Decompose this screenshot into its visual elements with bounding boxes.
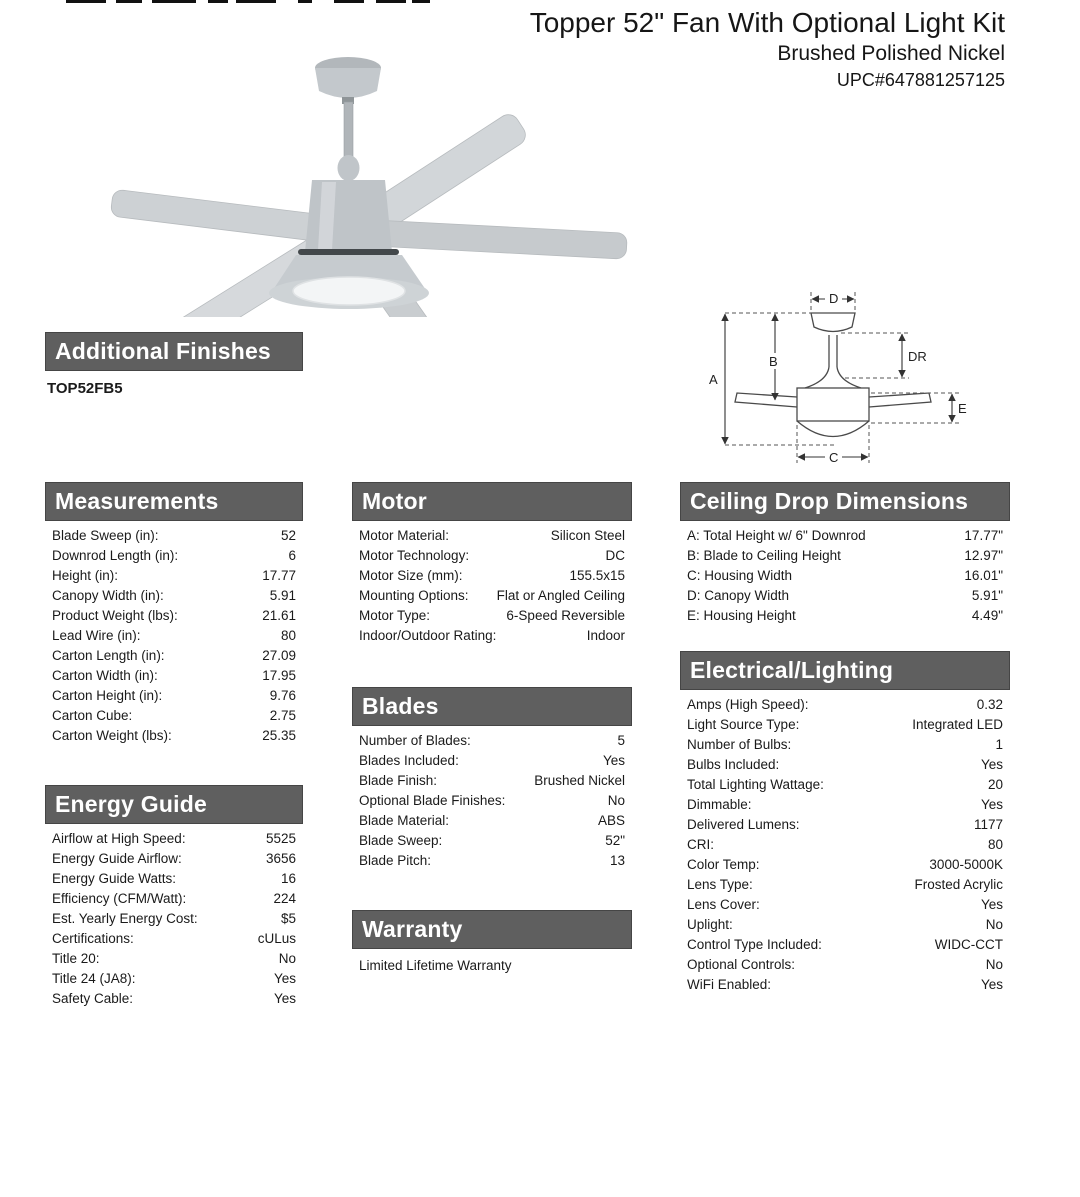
- spec-row: [52, 869, 296, 889]
- spec-row-label: Optional Controls:: [687, 957, 796, 972]
- spec-row-value: 52: [280, 528, 296, 543]
- spec-row: [687, 855, 1003, 875]
- spec-row-label: Carton Length (in):: [52, 648, 165, 663]
- spec-row-label: Motor Size (mm):: [359, 568, 463, 583]
- spec-row-value: 17.95: [262, 668, 296, 683]
- spec-row-label: Efficiency (CFM/Watt):: [52, 891, 187, 906]
- spec-row-value: Brushed Nickel: [534, 773, 625, 788]
- cropped-logo-strip: [0, 0, 1080, 4]
- spec-row: [52, 546, 296, 566]
- spec-row: [359, 811, 625, 831]
- spec-row-label: Lead Wire (in):: [52, 628, 141, 643]
- spec-row-value: 9.76: [269, 688, 296, 703]
- spec-row-value: Yes: [273, 971, 296, 986]
- spec-row-value: $5: [280, 911, 296, 926]
- spec-row: [359, 626, 625, 646]
- spec-row-value: Yes: [273, 991, 296, 1006]
- right-column: [680, 482, 1010, 995]
- spec-row-value: 27.09: [262, 648, 296, 663]
- spec-row-label: Blade Finish:: [359, 773, 438, 788]
- spec-row-value: 6-Speed Reversible: [506, 608, 625, 623]
- spec-row: [687, 755, 1003, 775]
- dim-label-a: A: [709, 372, 718, 387]
- spec-row-label: A: Total Height w/ 6" Downrod: [687, 528, 866, 543]
- spec-row-value: cULus: [257, 931, 296, 946]
- spec-row-value: 13: [609, 853, 625, 868]
- spec-row-label: C: Housing Width: [687, 568, 793, 583]
- spec-row-label: Amps (High Speed):: [687, 697, 809, 712]
- product-photo: [60, 52, 700, 317]
- spec-row-value: 17.77": [964, 528, 1003, 543]
- spec-row: [687, 835, 1003, 855]
- dimension-arrows: [725, 299, 952, 457]
- spec-row-label: Title 24 (JA8):: [52, 971, 136, 986]
- dimension-diagram: [695, 283, 981, 478]
- spec-row-label: Est. Yearly Energy Cost:: [52, 911, 198, 926]
- spec-row-label: Product Weight (lbs):: [52, 608, 178, 623]
- spec-row: [687, 975, 1003, 995]
- spec-row-label: Carton Width (in):: [52, 668, 158, 683]
- spec-row-value: 2.75: [269, 708, 296, 723]
- spec-row-label: Control Type Included:: [687, 937, 822, 952]
- spec-row-label: Airflow at High Speed:: [52, 831, 186, 846]
- spec-row: [359, 566, 625, 586]
- warranty-section: [352, 910, 632, 976]
- blades-table: [352, 687, 632, 871]
- spec-row: [359, 831, 625, 851]
- additional-finishes-section: [45, 332, 303, 397]
- dim-label-dr: DR: [908, 349, 927, 364]
- spec-row-label: Carton Weight (lbs):: [52, 728, 172, 743]
- spec-row: [687, 875, 1003, 895]
- page-title: Topper 52" Fan With Optional Light Kit: [529, 7, 1005, 38]
- spec-row: [687, 775, 1003, 795]
- finish-subtitle: Brushed Polished Nickel: [777, 42, 1005, 65]
- spec-row-label: Total Lighting Wattage:: [687, 777, 824, 792]
- spec-row-label: Lens Type:: [687, 877, 753, 892]
- spec-row-value: 5.91: [269, 588, 296, 603]
- spec-row-value: Yes: [602, 753, 625, 768]
- measurements-table: [45, 482, 303, 746]
- spec-row-label: Blade Sweep:: [359, 833, 443, 848]
- spec-row: [687, 606, 1003, 626]
- spec-row: [687, 695, 1003, 715]
- spec-row-value: 25.35: [262, 728, 296, 743]
- spec-row-label: Delivered Lumens:: [687, 817, 800, 832]
- electrical-table: [680, 651, 1010, 995]
- spec-row: [687, 915, 1003, 935]
- spec-row: [359, 751, 625, 771]
- spec-row: [52, 526, 296, 546]
- spec-row-label: Number of Blades:: [359, 733, 471, 748]
- spec-row-label: Color Temp:: [687, 857, 760, 872]
- spec-row-label: Blade Pitch:: [359, 853, 432, 868]
- spec-row-label: Carton Height (in):: [52, 688, 163, 703]
- spec-row-label: Mounting Options:: [359, 588, 469, 603]
- spec-row-value: Yes: [980, 977, 1003, 992]
- spec-row: [687, 895, 1003, 915]
- spec-row-value: No: [985, 917, 1003, 932]
- spec-row: [52, 969, 296, 989]
- spec-row-label: Uplight:: [687, 917, 733, 932]
- finish-model-number: TOP52FB5: [47, 380, 123, 397]
- motor-heading: Motor: [352, 482, 632, 521]
- energy-guide-table: [45, 785, 303, 1009]
- spec-row: [359, 791, 625, 811]
- spec-row: [687, 546, 1003, 566]
- spec-row: [52, 909, 296, 929]
- spec-row: [52, 849, 296, 869]
- spec-row-value: 1177: [973, 817, 1003, 832]
- warranty-text: Limited Lifetime Warranty: [359, 958, 512, 973]
- spec-row: [687, 955, 1003, 975]
- spec-row-label: Indoor/Outdoor Rating:: [359, 628, 497, 643]
- motor-table: [352, 482, 632, 646]
- ceiling-drop-heading: Ceiling Drop Dimensions: [680, 482, 1010, 521]
- logo-fragment: [208, 0, 228, 3]
- spec-row: [52, 949, 296, 969]
- spec-row-value: Silicon Steel: [550, 528, 625, 543]
- spec-row-label: E: Housing Height: [687, 608, 796, 623]
- spec-row-label: Canopy Width (in):: [52, 588, 164, 603]
- spec-row-label: Safety Cable:: [52, 991, 134, 1006]
- spec-row-value: 21.61: [262, 608, 296, 623]
- spec-row-value: No: [607, 793, 625, 808]
- spec-row-value: 5: [617, 733, 625, 748]
- spec-row-value: 3656: [265, 851, 296, 866]
- logo-fragment: [298, 0, 312, 3]
- dim-label-e: E: [958, 401, 967, 416]
- logo-fragment: [152, 0, 196, 3]
- blades-heading: Blades: [352, 687, 632, 726]
- spec-row-value: 5.91": [971, 588, 1003, 603]
- spec-row-label: Carton Cube:: [52, 708, 133, 723]
- spec-row-value: 0.32: [976, 697, 1003, 712]
- logo-fragment: [116, 0, 142, 3]
- logo-fragment: [412, 0, 430, 3]
- spec-row: [52, 566, 296, 586]
- spec-row: [359, 546, 625, 566]
- electrical-heading: Electrical/Lighting: [680, 651, 1010, 690]
- spec-row-label: Certifications:: [52, 931, 134, 946]
- spec-row-label: Bulbs Included:: [687, 757, 780, 772]
- spec-row: [687, 795, 1003, 815]
- spec-row: [52, 626, 296, 646]
- logo-fragment: [376, 0, 406, 3]
- spec-row-label: Lens Cover:: [687, 897, 760, 912]
- spec-row-value: No: [985, 957, 1003, 972]
- spec-row-label: B: Blade to Ceiling Height: [687, 548, 841, 563]
- spec-row-value: Yes: [980, 897, 1003, 912]
- dim-label-d: D: [829, 291, 839, 306]
- spec-row-label: Motor Type:: [359, 608, 431, 623]
- spec-row-label: Energy Guide Watts:: [52, 871, 177, 886]
- spec-row-value: WIDC-CCT: [934, 937, 1003, 952]
- measurements-heading: Measurements: [45, 482, 303, 521]
- spec-row-value: 20: [987, 777, 1003, 792]
- spec-row-value: 17.77: [262, 568, 296, 583]
- energy-guide-heading: Energy Guide: [45, 785, 303, 824]
- spec-row: [52, 889, 296, 909]
- dim-label-c: C: [829, 450, 839, 465]
- spec-row-value: 155.5x15: [569, 568, 625, 583]
- spec-row: [359, 526, 625, 546]
- spec-row: [52, 606, 296, 626]
- spec-row: [687, 815, 1003, 835]
- spec-row-label: CRI:: [687, 837, 714, 852]
- spec-row-label: Dimmable:: [687, 797, 752, 812]
- spec-row-label: D: Canopy Width: [687, 588, 790, 603]
- spec-row: [687, 526, 1003, 546]
- spec-row: [359, 851, 625, 871]
- spec-row-value: 80: [987, 837, 1003, 852]
- spec-row: [359, 771, 625, 791]
- spec-row-value: ABS: [597, 813, 625, 828]
- warranty-heading: Warranty: [352, 910, 632, 949]
- spec-row: [52, 686, 296, 706]
- spec-row-value: 4.49": [971, 608, 1003, 623]
- logo-fragment: [236, 0, 276, 3]
- spec-row: [52, 989, 296, 1009]
- spec-row-value: 224: [273, 891, 296, 906]
- spec-row: [687, 735, 1003, 755]
- additional-finishes-heading: Additional Finishes: [45, 332, 303, 371]
- spec-row-value: 16.01": [964, 568, 1003, 583]
- spec-row-label: Height (in):: [52, 568, 119, 583]
- spec-row: [359, 586, 625, 606]
- spec-row-value: 52": [605, 833, 625, 848]
- spec-row-value: Yes: [980, 797, 1003, 812]
- spec-row: [687, 715, 1003, 735]
- spec-row-label: Blades Included:: [359, 753, 459, 768]
- spec-row: [687, 566, 1003, 586]
- spec-row: [687, 935, 1003, 955]
- spec-row-value: 6: [288, 548, 296, 563]
- spec-row: [52, 929, 296, 949]
- spec-row-label: Number of Bulbs:: [687, 737, 792, 752]
- middle-column: [352, 482, 632, 976]
- spec-row-label: WiFi Enabled:: [687, 977, 772, 992]
- upc-code: UPC#647881257125: [836, 70, 1005, 90]
- spec-row: [687, 586, 1003, 606]
- spec-row-label: Blade Sweep (in):: [52, 528, 159, 543]
- spec-row-value: DC: [605, 548, 625, 563]
- spec-row-label: Downrod Length (in):: [52, 548, 179, 563]
- spec-row: [52, 706, 296, 726]
- spec-row-label: Light Source Type:: [687, 717, 800, 732]
- spec-row: [52, 829, 296, 849]
- spec-row-label: Blade Material:: [359, 813, 450, 828]
- spec-row-label: Energy Guide Airflow:: [52, 851, 182, 866]
- spec-row-value: 3000-5000K: [929, 857, 1003, 872]
- spec-row: [52, 646, 296, 666]
- spec-row-value: 12.97": [964, 548, 1003, 563]
- spec-row: [52, 726, 296, 746]
- spec-row: [359, 606, 625, 626]
- dim-label-b: B: [769, 354, 778, 369]
- spec-row-value: Flat or Angled Ceiling: [496, 588, 625, 603]
- spec-row-value: 16: [280, 871, 296, 886]
- ceiling-drop-table: [680, 482, 1010, 626]
- spec-row-value: Integrated LED: [912, 717, 1003, 732]
- spec-row-value: 1: [995, 737, 1003, 752]
- spec-row-value: Indoor: [586, 628, 625, 643]
- spec-row-label: Motor Technology:: [359, 548, 470, 563]
- spec-row-label: Title 20:: [52, 951, 100, 966]
- logo-fragment: [334, 0, 364, 3]
- spec-row: [52, 586, 296, 606]
- spec-row-value: 5525: [265, 831, 296, 846]
- spec-row-label: Motor Material:: [359, 528, 450, 543]
- spec-row-value: 80: [280, 628, 296, 643]
- spec-row-label: Optional Blade Finishes:: [359, 793, 506, 808]
- left-column: [45, 482, 303, 1009]
- spec-row: [52, 666, 296, 686]
- spec-row-value: Frosted Acrylic: [914, 877, 1003, 892]
- spec-row-value: Yes: [980, 757, 1003, 772]
- logo-fragment: [66, 0, 106, 3]
- spec-row: [359, 731, 625, 751]
- spec-row-value: No: [278, 951, 296, 966]
